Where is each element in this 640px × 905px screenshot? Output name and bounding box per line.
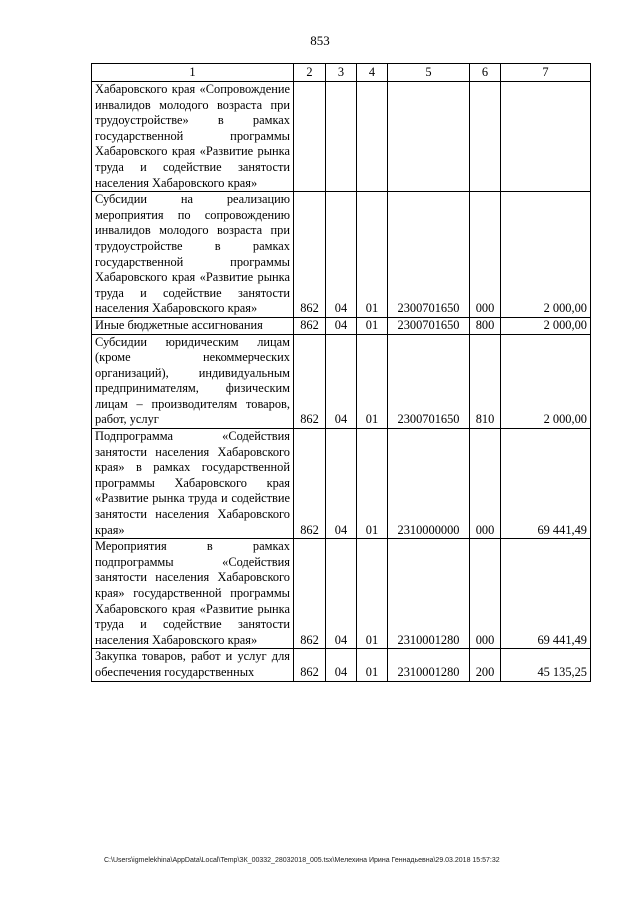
row-description: Субсидии на реализацию мероприятия по сопровождению инвалидов молодого возраста при трудоустройстве в рамках государственной программы Хабаровского края «Развитие рынка труда и содействие занятости населения Хабаровского края» — [92, 192, 294, 318]
row-description: Мероприятия в рамках подпрограммы «Содействия занятости населения Хабаровского края» государственной программы Хабаровского края «Развитие рынка труда и содействие занятости населения Хабаровского края» — [92, 539, 294, 649]
row-amount: 2 000,00 — [501, 317, 591, 334]
row-amount: 2 000,00 — [501, 334, 591, 429]
table-row — [92, 539, 591, 649]
row-code-target — [388, 82, 470, 192]
row-amount: 69 441,49 — [501, 539, 591, 649]
table-row — [92, 429, 591, 539]
table-row — [92, 317, 591, 334]
row-code-ministry: 862 — [294, 334, 326, 429]
row-code-section: 04 — [326, 317, 357, 334]
row-code-target: 2310000000 — [388, 429, 470, 539]
row-code-expense-type: 810 — [470, 334, 501, 429]
row-code-target: 2300701650 — [388, 334, 470, 429]
row-code-ministry: 862 — [294, 317, 326, 334]
row-code-ministry: 862 — [294, 192, 326, 318]
row-code-subsection: 01 — [357, 317, 388, 334]
row-code-expense-type: 200 — [470, 649, 501, 681]
column-header-1: 1 — [92, 64, 294, 82]
table-row — [92, 192, 591, 318]
row-description: Подпрограмма «Содействия занятости населения Хабаровского края» в рамках государственной программы Хабаровского края «Развитие рынка труда и содействие занятости населения Хабаровского края» — [92, 429, 294, 539]
row-code-ministry: 862 — [294, 429, 326, 539]
budget-table — [91, 63, 591, 682]
row-amount — [501, 82, 591, 192]
column-header-2: 2 — [294, 64, 326, 82]
column-header-3: 3 — [326, 64, 357, 82]
row-code-section: 04 — [326, 539, 357, 649]
row-code-subsection: 01 — [357, 334, 388, 429]
row-code-ministry: 862 — [294, 649, 326, 681]
row-amount: 2 000,00 — [501, 192, 591, 318]
row-code-section: 04 — [326, 649, 357, 681]
column-header-4: 4 — [357, 64, 388, 82]
row-code-expense-type — [470, 82, 501, 192]
row-amount: 45 135,25 — [501, 649, 591, 681]
row-code-section — [326, 82, 357, 192]
row-code-section: 04 — [326, 429, 357, 539]
row-description: Закупка товаров, работ и услуг для обеспечения государственных — [92, 649, 294, 681]
table-row — [92, 82, 591, 192]
row-description: Хабаровского края «Сопровождение инвалидов молодого возраста при трудоустройстве» в рамках государственной программы Хабаровского края «Развитие рынка труда и содействие занятости населения Хабаровского края» — [92, 82, 294, 192]
table-row — [92, 334, 591, 429]
table-header-row — [92, 64, 591, 82]
row-code-subsection: 01 — [357, 649, 388, 681]
row-code-target: 2310001280 — [388, 649, 470, 681]
page-number: 853 — [310, 33, 330, 48]
row-code-section: 04 — [326, 192, 357, 318]
column-header-6: 6 — [470, 64, 501, 82]
row-code-expense-type: 000 — [470, 539, 501, 649]
row-code-expense-type: 000 — [470, 192, 501, 318]
row-code-ministry — [294, 82, 326, 192]
row-code-target: 2300701650 — [388, 192, 470, 318]
column-header-5: 5 — [388, 64, 470, 82]
row-code-subsection: 01 — [357, 192, 388, 318]
row-code-section: 04 — [326, 334, 357, 429]
row-code-subsection: 01 — [357, 429, 388, 539]
file-path-footer: C:\Users\igmelekhina\AppData\Local\Temp\ЗК_00332_28032018_005.tsx\Мелехина Ирина Геннадьевна\29.03.2018 15:57:32 — [104, 857, 500, 864]
table-row — [92, 649, 591, 681]
row-code-subsection — [357, 82, 388, 192]
row-code-target: 2310001280 — [388, 539, 470, 649]
row-description: Иные бюджетные ассигнования — [92, 317, 294, 334]
row-code-expense-type: 800 — [470, 317, 501, 334]
column-header-7: 7 — [501, 64, 591, 82]
row-description: Субсидии юридическим лицам (кроме некоммерческих организаций), индивидуальным предпринимателям, физическим лицам – производителям товаров, работ, услуг — [92, 334, 294, 429]
row-amount: 69 441,49 — [501, 429, 591, 539]
row-code-target: 2300701650 — [388, 317, 470, 334]
row-code-subsection: 01 — [357, 539, 388, 649]
row-code-expense-type: 000 — [470, 429, 501, 539]
row-code-ministry: 862 — [294, 539, 326, 649]
